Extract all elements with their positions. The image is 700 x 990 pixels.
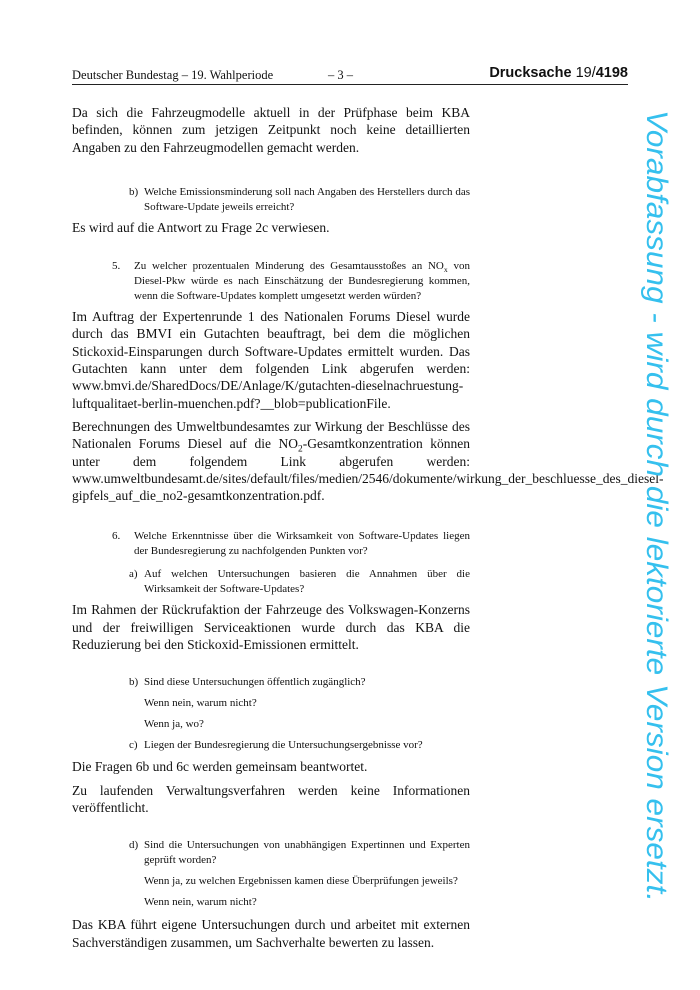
question-6c [72,738,470,753]
question-followup: Wenn ja, wo? [144,718,204,731]
question-label: c) [129,739,138,752]
question-followup: Wenn nein, warum nicht? [144,697,257,710]
header-number-prefix: 19/ [575,65,596,81]
question-text: Welche Emissionsminderung soll nach Angaben des Herstellers durch das Software-Update jeweils erreicht? [144,185,470,213]
question-number: 6. [112,530,121,543]
question-label: b) [129,676,139,689]
header-parliament: Deutscher Bundestag – 19. Wahlperiode [72,68,274,82]
question-text: Welche Erkenntnisse über die Wirksamkeit von Software-Updates liegen der Bundesregierung zu nachfolgenden Punkten vor? [134,530,470,558]
page-header [72,66,628,85]
answer-paragraph: Da sich die Fahrzeugmodelle aktuell in der Prüfphase beim KBA befinden, können zum jetzigen Zeitpunkt noch keine detaillierten Angaben zu den Fahrzeugmodellen gemacht werden. [72,105,470,155]
answer-text-part: Berechnungen des Umweltbundesamtes zur Wirkung der Beschlüsse des Nationalen Forums Diesel auf die NO [72,418,470,452]
header-drucksache-label: Drucksache [489,65,572,81]
question-label: a) [129,568,138,581]
question-label: b) [129,185,139,198]
header-page-number: – 3 – [328,68,353,82]
answer-paragraph: Es wird auf die Antwort zu Frage 2c verwiesen. [72,219,330,235]
header-number-main: 4198 [595,65,628,81]
question-text: Sind diese Untersuchungen öffentlich zugänglich? [144,676,366,689]
question-text: Auf welchen Untersuchungen basieren die Annahmen über die Wirksamkeit der Software-Updates? [144,568,470,596]
question-followup: Wenn nein, warum nicht? [144,896,257,909]
question-5 [72,259,470,304]
question-6 [72,529,470,559]
question-label: d) [129,839,139,852]
answer-paragraph: Zu laufenden Verwaltungsverfahren werden keine Informationen veröffentlicht. [72,782,470,815]
question-text: Liegen der Bundesregierung die Untersuchungsergebnisse vor? [144,739,423,752]
question-4b [72,185,470,215]
question-followup: Wenn ja, zu welchen Ergebnissen kamen diese Überprüfungen jeweils? [144,875,458,888]
question-text: Sind die Untersuchungen von unabhängigen Expertinnen und Experten geprüft worden? [144,839,470,867]
answer-paragraph: Das KBA führt eigene Untersuchungen durch und arbeitet mit externen Sachverständigen zusammen, um Sachverhalte bewerten zu lassen. [72,917,470,950]
subscript-x: x [443,265,448,275]
answer-paragraph: Die Fragen 6b und 6c werden gemeinsam beantwortet. [72,759,368,775]
subscript-2: 2 [298,444,303,455]
question-number: 5. [112,260,121,273]
question-6a [72,567,470,597]
answer-paragraph: Im Rahmen der Rückrufaktion der Fahrzeuge des Volkswagen-Konzerns und der freiwilligen Serviceaktionen wurde durch das KBA die Reduzierung bei den Stickoxid-Emissionen ermittelt. [72,602,470,653]
question-6b [72,675,470,690]
question-text-part: von Diesel-Pkw würde es nach Einschätzung der Bundesregierung kommen, wenn die Software-Updates komplett umgesetzt werden würden? [134,260,470,303]
answer-paragraph: Im Auftrag der Expertenrunde 1 des Nationalen Forums Diesel wurde durch das BMVI ein Gutachten beauftragt, bei dem die möglichen Stickoxid-Einsparungen durch Software-Updates ermittelt wurden. Das Gutachten kann unter dem folgenden Link abgerufen werden: www.bmvi.de/SharedDocs/DE/Anlage/K/gutachten-dieselnachruestung-luftqualitaet-berlin-muenchen.pdf?__blob=publicationFile. [72,309,470,411]
header-document-number [489,65,628,81]
question-6d [72,838,470,868]
question-text-part: Zu welcher prozentualen Minderung des Gesamtausstoßes an NO [134,260,444,273]
watermark-text: Vorabfassung - wird durch die lektorierte Version ersetzt. [640,110,673,864]
answer-paragraph [72,418,664,504]
answer-text-part: -Gesamtkonzentration können unter dem folgendem Link abgerufen werden: www.umweltbundesamt.de/sites/default/files/medien/2546/dokumente/wirkung_der_beschluesse_des_diesel-gipfels_auf_die_no2-gesamtkonzentration.pdf. [72,436,664,504]
